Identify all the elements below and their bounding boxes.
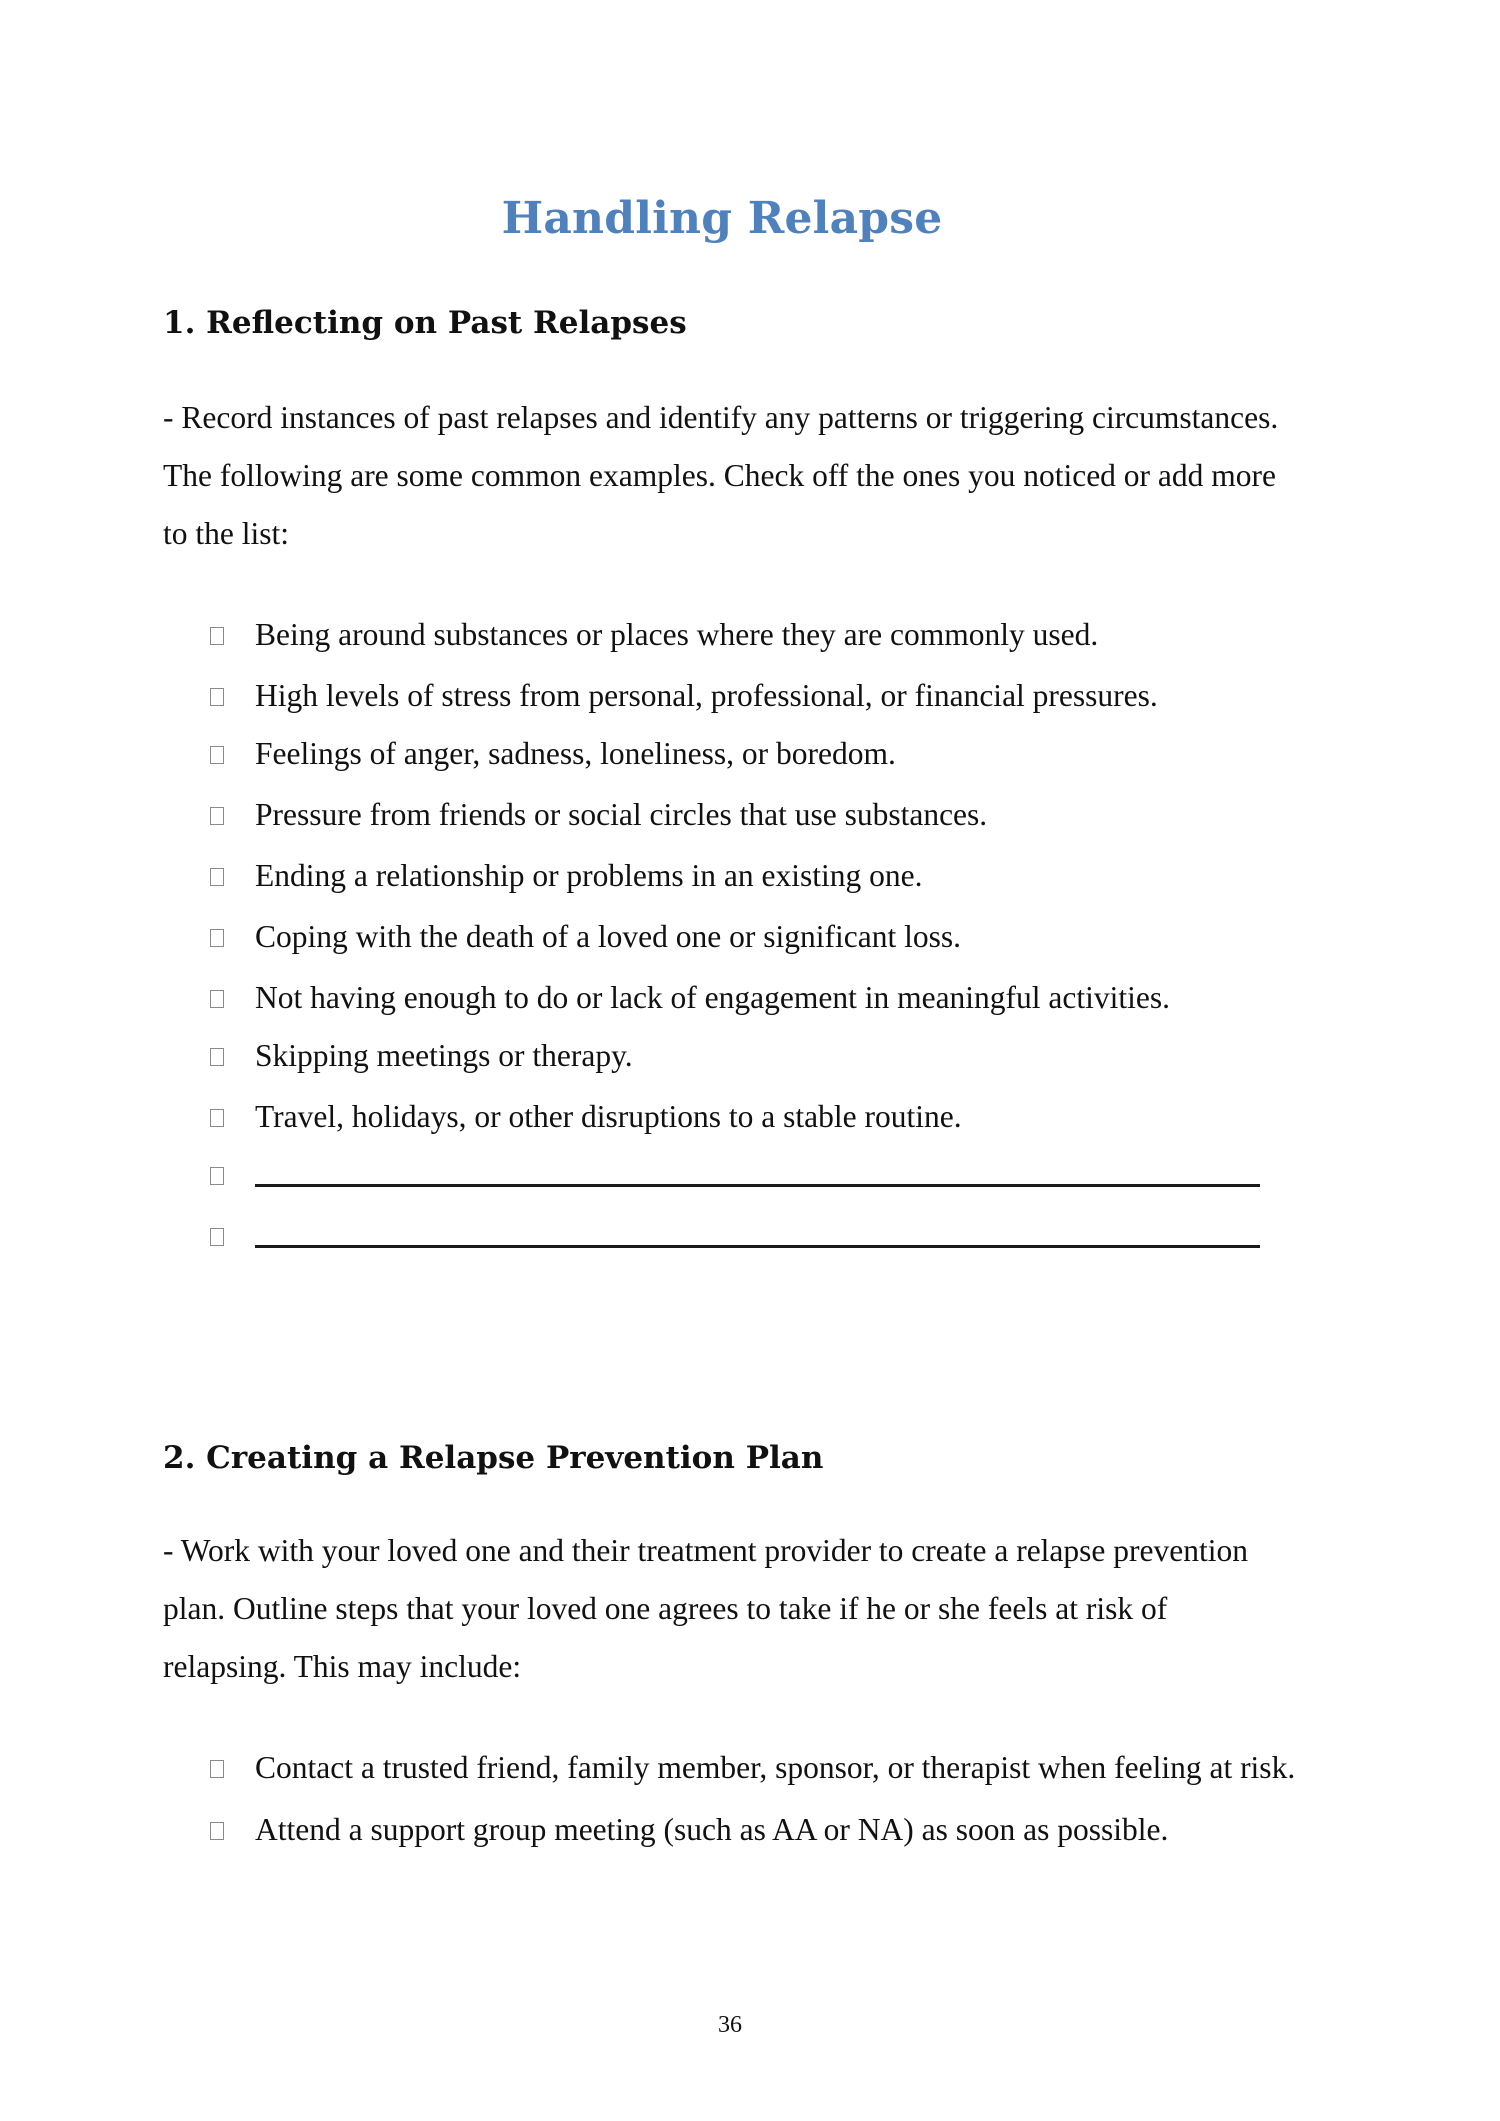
- checklist-item: [206, 667, 1306, 725]
- section-2-intro: - Work with your loved one and their treatment provider to create a relapse prevention plan. Outline steps that your loved one agrees to take if he or she feels at risk of relapsing. This may include:: [163, 1533, 1248, 1684]
- checklist-item: [206, 1739, 1306, 1797]
- checkbox-icon[interactable]: [210, 688, 224, 706]
- checklist-item: [206, 606, 1306, 664]
- checklist-item-label: Feelings of anger, sadness, loneliness, or boredom.: [255, 736, 896, 771]
- checklist-item-label: Not having enough to do or lack of engagement in meaningful activities.: [255, 980, 1171, 1015]
- checklist-item: [206, 725, 1306, 783]
- checkbox-icon[interactable]: [210, 1109, 224, 1127]
- checklist-item-label: Attend a support group meeting (such as AA or NA) as soon as possible.: [255, 1812, 1169, 1847]
- checklist-item-label: Skipping meetings or therapy.: [255, 1038, 633, 1073]
- checkbox-icon[interactable]: [210, 990, 224, 1008]
- checklist-item: [206, 1027, 1306, 1085]
- checklist-item-label: Ending a relationship or problems in an existing one.: [255, 858, 923, 893]
- prevention-plan-checklist: [206, 1739, 1306, 1859]
- checklist-item-label: High levels of stress from personal, professional, or financial pressures.: [255, 678, 1158, 713]
- checkbox-icon[interactable]: [210, 1048, 224, 1066]
- checkbox-icon[interactable]: [210, 807, 224, 825]
- checklist-item: [206, 1801, 1306, 1859]
- checklist-blank-item: [206, 1207, 1306, 1268]
- checkbox-icon[interactable]: [210, 868, 224, 886]
- checkbox-icon[interactable]: [210, 1167, 224, 1185]
- section-2-heading: 2. Creating a Relapse Prevention Plan: [163, 1440, 824, 1476]
- checkbox-icon[interactable]: [210, 1228, 224, 1246]
- fill-in-line[interactable]: [255, 1245, 1260, 1248]
- section-1-heading: 1. Reflecting on Past Relapses: [163, 305, 687, 341]
- checklist-item-label: Pressure from friends or social circles that use substances.: [255, 797, 988, 832]
- fill-in-line[interactable]: [255, 1184, 1260, 1187]
- checklist-item-label: Travel, holidays, or other disruptions to a stable routine.: [255, 1099, 962, 1134]
- section-1-intro: - Record instances of past relapses and identify any patterns or triggering circumstances. The following are some common examples. Check off the ones you noticed or add more to the list:: [163, 400, 1279, 551]
- checklist-item-label: Being around substances or places where they are commonly used.: [255, 617, 1099, 652]
- checklist-item: [206, 969, 1306, 1027]
- checkbox-icon[interactable]: [210, 746, 224, 764]
- checklist-item-label: Coping with the death of a loved one or significant loss.: [255, 919, 961, 954]
- checkbox-icon[interactable]: [210, 1760, 224, 1778]
- checklist-blank-item: [206, 1146, 1306, 1207]
- triggers-checklist: [206, 606, 1306, 1268]
- checklist-item: [206, 786, 1306, 844]
- checkbox-icon[interactable]: [210, 627, 224, 645]
- page-title: Handling Relapse: [501, 193, 943, 244]
- page-number: 36: [718, 2012, 742, 2038]
- checklist-item-label: Contact a trusted friend, family member, sponsor, or therapist when feeling at risk.: [255, 1750, 1296, 1785]
- checklist-item: [206, 1088, 1306, 1146]
- checklist-item: [206, 908, 1306, 966]
- checklist-item: [206, 847, 1306, 905]
- checkbox-icon[interactable]: [210, 929, 224, 947]
- checkbox-icon[interactable]: [210, 1822, 224, 1840]
